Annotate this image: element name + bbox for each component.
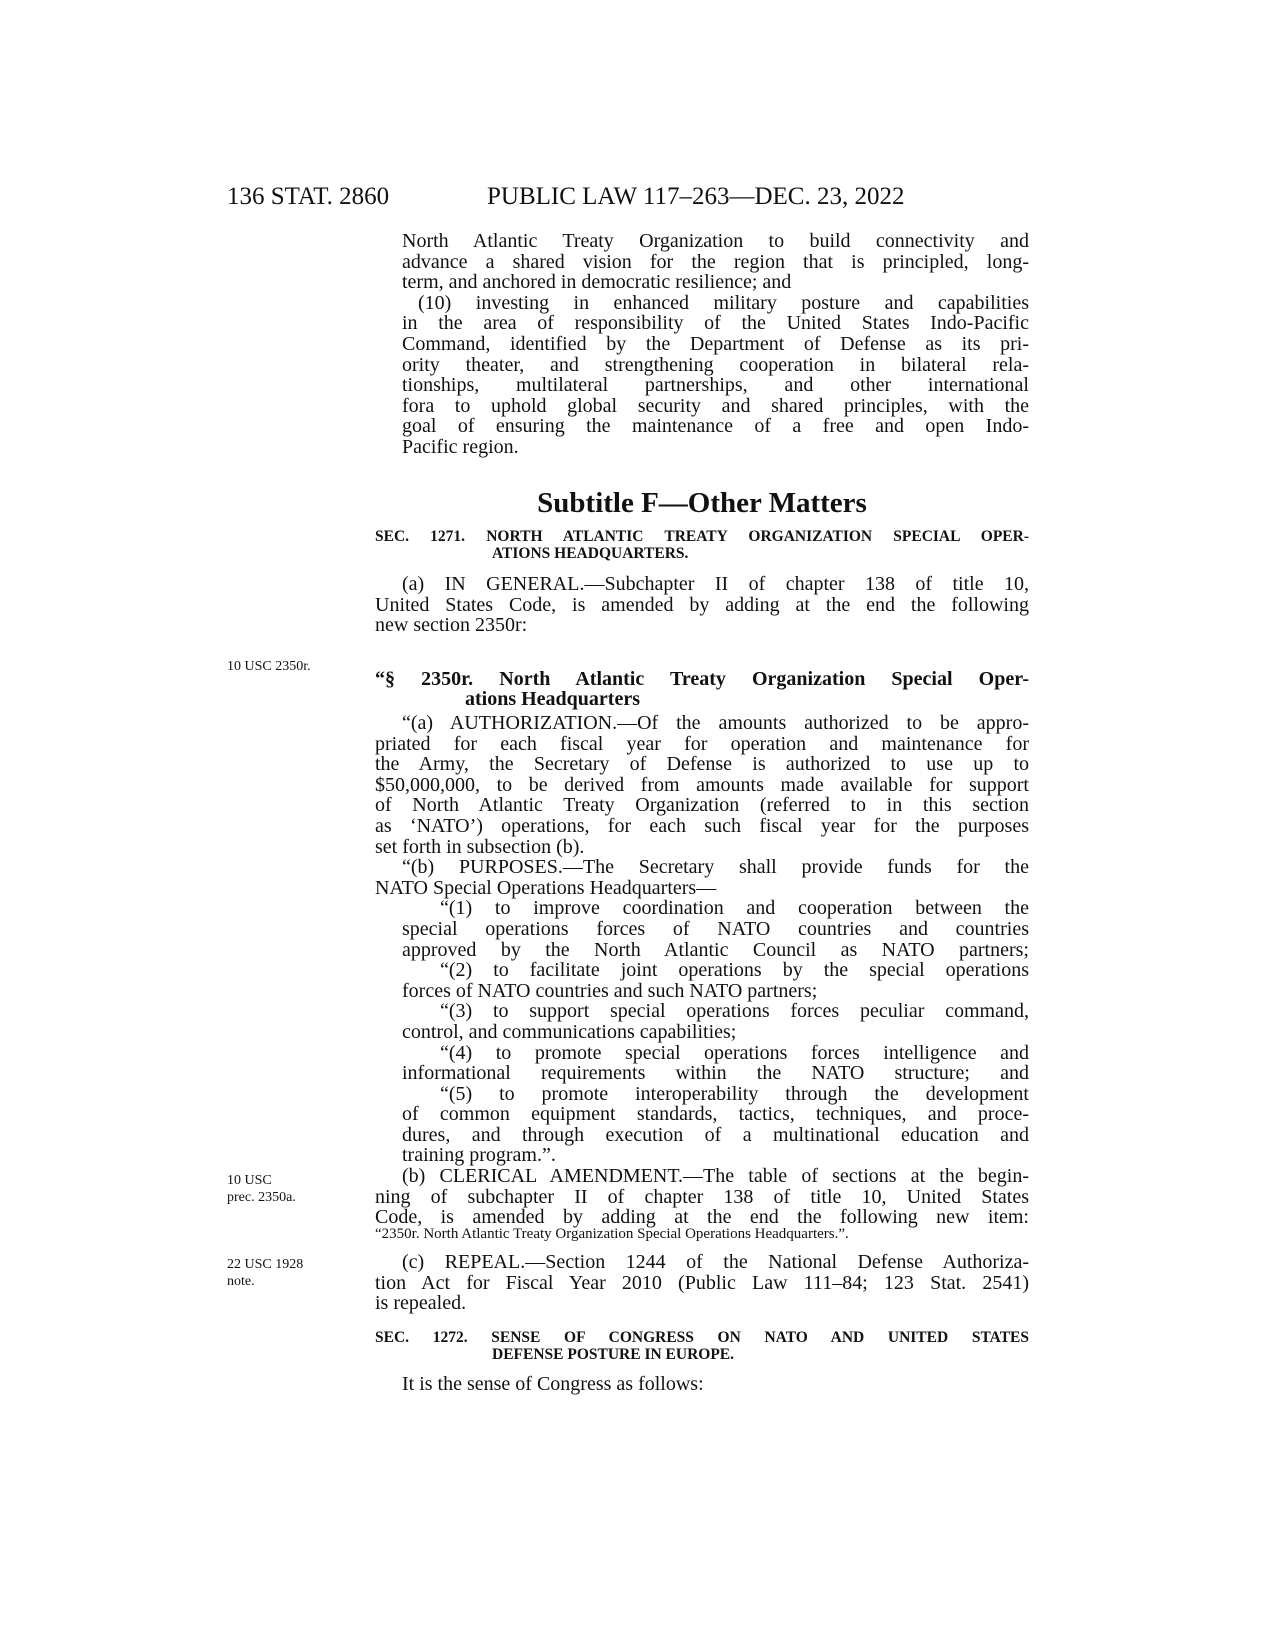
- subsection-a-in-general: [375, 574, 1029, 636]
- text-line: “(5) to promote interoperability through the development: [440, 1082, 1029, 1105]
- margin-citation: 10 USC 2350r.: [227, 659, 311, 674]
- text-line: control, and communications capabilities;: [402, 1020, 737, 1043]
- text-line: set forth in subsection (b).: [375, 835, 585, 858]
- text-line: as ‘NATO’) operations, for each such fiscal year for the purposes: [375, 814, 1029, 837]
- section-1272-heading: [375, 1329, 1029, 1363]
- new-table-item: “2350r. North Atlantic Treaty Organization Special Operations Headquarters.”.: [375, 1226, 849, 1242]
- text-line: priated for each fiscal year for operation and maintenance for: [375, 732, 1029, 755]
- section-heading-line: SEC. 1272. SENSE OF CONGRESS ON NATO AND UNITED STATES: [375, 1329, 1029, 1346]
- text-line: “(4) to promote special operations forces intelligence and: [440, 1041, 1029, 1064]
- text-line: ning of subchapter II of chapter 138 of title 10, United States: [375, 1185, 1029, 1208]
- margin-citation-line: 10 USC: [227, 1173, 272, 1188]
- continued-paragraph: [375, 231, 1029, 458]
- text-line: tionships, multilateral partnerships, and other international: [402, 374, 1029, 397]
- text-line: (b) CLERICAL AMENDMENT.—The table of sections at the begin-: [402, 1165, 1029, 1188]
- text-line: special operations forces of NATO countries and countries: [402, 917, 1029, 940]
- margin-citation: [227, 1256, 303, 1290]
- text-line: is repealed.: [375, 1292, 467, 1315]
- text-line: training program.”.: [402, 1144, 556, 1167]
- text-line: of common equipment standards, tactics, techniques, and proce-: [402, 1103, 1029, 1126]
- text-line: NATO Special Operations Headquarters—: [375, 876, 717, 899]
- text-line: Command, identified by the Department of Defense as its pri-: [402, 332, 1029, 355]
- text-line: goal of ensuring the maintenance of a free and open Indo-: [402, 415, 1029, 438]
- text-line: approved by the North Atlantic Council as NATO partners;: [402, 938, 1029, 961]
- section-heading-line: SEC. 1271. NORTH ATLANTIC TREATY ORGANIZATION SPECIAL OPER-: [375, 528, 1029, 545]
- text-line: dures, and through execution of a multinational education and: [402, 1123, 1029, 1146]
- margin-citation-line: prec. 2350a.: [227, 1190, 296, 1205]
- text-line: $50,000,000, to be derived from amounts made available for support: [375, 773, 1029, 796]
- text-line: “(a) AUTHORIZATION.—Of the amounts authorized to be appro-: [402, 712, 1029, 734]
- section-1272-intro: [375, 1374, 1029, 1395]
- text-line: United States Code, is amended by adding at the end the following: [375, 593, 1029, 616]
- text-line: North Atlantic Treaty Organization to build connectivity and: [402, 230, 1029, 252]
- subsection-c-repeal: [375, 1252, 1029, 1314]
- section-heading-line: DEFENSE POSTURE IN EUROPE.: [492, 1346, 735, 1363]
- text-line: “(3) to support special operations forces peculiar command,: [440, 1000, 1029, 1023]
- text-line: forces of NATO countries and such NATO partners;: [402, 979, 818, 1002]
- text-line: term, and anchored in democratic resilience; and: [402, 271, 792, 294]
- section-title-line: “§ 2350r. North Atlantic Treaty Organization Special Oper-: [375, 668, 1029, 690]
- text-line: (c) REPEAL.—Section 1244 of the National Defense Authoriza-: [402, 1251, 1029, 1273]
- section-title-line: ations Headquarters: [465, 688, 640, 710]
- text-line: the Army, the Secretary of Defense is authorized to use up to: [375, 753, 1029, 776]
- text-line: ority theater, and strengthening cooperation in bilateral rela-: [402, 353, 1029, 376]
- margin-citation-line: note.: [227, 1274, 255, 1289]
- margin-citation-line: 22 USC 1928: [227, 1257, 304, 1272]
- section-heading-line: ATIONS HEADQUARTERS.: [492, 545, 689, 562]
- running-header: PUBLIC LAW 117–263—DEC. 23, 2022: [487, 183, 905, 210]
- text-line: It is the sense of Congress as follows:: [402, 1373, 704, 1395]
- text-line: tion Act for Fiscal Year 2010 (Public Law 111–84; 123 Stat. 2541): [375, 1271, 1029, 1294]
- section-1271-heading: [375, 528, 1029, 562]
- text-line: (10) investing in enhanced military posture and capabilities: [418, 291, 1029, 314]
- text-line: “(2) to facilitate joint operations by the special operations: [440, 959, 1029, 982]
- text-line: Code, is amended by adding at the end the following new item:: [375, 1206, 1029, 1229]
- text-line: “(1) to improve coordination and cooperation between the: [440, 897, 1029, 920]
- margin-citation: [227, 1172, 296, 1206]
- text-line: (a) IN GENERAL.—Subchapter II of chapter 138 of title 10,: [402, 573, 1029, 595]
- text-line: informational requirements within the NATO structure; and: [402, 1062, 1029, 1085]
- text-line: new section 2350r:: [375, 614, 528, 637]
- text-line: advance a shared vision for the region that is principled, long-: [402, 250, 1029, 273]
- text-line: of North Atlantic Treaty Organization (referred to in this section: [375, 794, 1029, 817]
- text-line: “(b) PURPOSES.—The Secretary shall provide funds for the: [402, 856, 1029, 879]
- text-line: fora to uphold global security and shared principles, with the: [402, 394, 1029, 417]
- text-line: in the area of responsibility of the United States Indo-Pacific: [402, 312, 1029, 335]
- page-stat-number: 136 STAT. 2860: [227, 183, 390, 210]
- subtitle-heading: Subtitle F—Other Matters: [537, 487, 867, 519]
- text-line: Pacific region.: [402, 435, 519, 458]
- section-2350r-body: [375, 713, 1029, 1228]
- section-2350r-title: [375, 669, 1029, 709]
